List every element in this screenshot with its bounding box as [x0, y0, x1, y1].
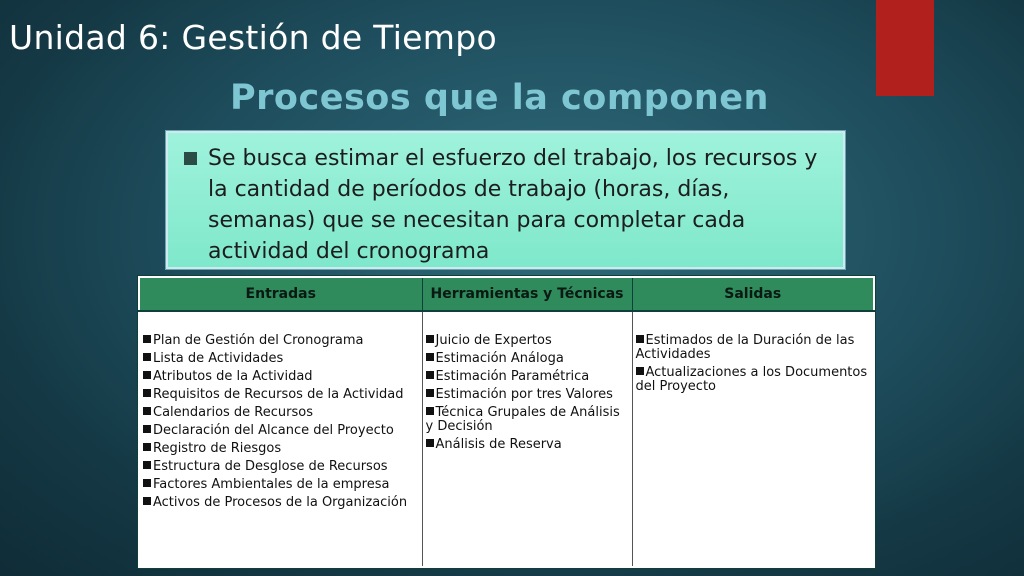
- square-bullet-icon: [184, 152, 197, 165]
- square-bullet-icon: [426, 371, 434, 379]
- list-item: [636, 334, 874, 362]
- list-item-text: Estructura de Desglose de Recursos: [153, 459, 388, 474]
- herramientas-cell: [422, 311, 632, 567]
- list-item: [143, 460, 422, 474]
- description-callout: [166, 131, 845, 269]
- herramientas-list: [426, 334, 632, 452]
- list-item-text: Estimación Análoga: [435, 351, 564, 366]
- list-item: [143, 424, 422, 438]
- list-item-text: Juicio de Expertos: [435, 333, 552, 348]
- list-item-text: Atributos de la Actividad: [153, 369, 313, 384]
- list-item-text: Activos de Procesos de la Organización: [153, 495, 408, 510]
- list-item-text: Estimados de la Duración de las Actividades: [635, 333, 855, 362]
- header-salidas: Salidas: [632, 277, 874, 311]
- list-item: [143, 334, 422, 348]
- list-item-text: Estimación Paramétrica: [435, 369, 590, 384]
- square-bullet-icon: [426, 439, 434, 447]
- square-bullet-icon: [143, 371, 151, 379]
- slide-title: Unidad 6: Gestión de Tiempo: [9, 18, 497, 57]
- square-bullet-icon: [143, 389, 151, 397]
- salidas-cell: [632, 311, 874, 567]
- list-item: [143, 478, 422, 492]
- list-item-text: Análisis de Reserva: [435, 437, 562, 452]
- list-item-text: Estimación por tres Valores: [435, 387, 613, 402]
- callout-text: Se busca estimar el esfuerzo del trabajo, los recursos y la cantidad de períodos de trabajo (horas, días, semanas) que se necesitan para completar cada actividad del cronograma: [208, 146, 818, 264]
- slide-subtitle: Procesos que la componen: [230, 78, 769, 118]
- red-accent-tab: [876, 0, 934, 96]
- header-herramientas: Herramientas y Técnicas: [422, 277, 632, 311]
- list-item-text: Calendarios de Recursos: [153, 405, 313, 420]
- list-item: [426, 388, 632, 402]
- square-bullet-icon: [143, 353, 151, 361]
- header-entradas: Entradas: [139, 277, 422, 311]
- salidas-list: [636, 334, 874, 394]
- list-item-text: Registro de Riesgos: [153, 441, 282, 456]
- process-table: [138, 276, 875, 568]
- square-bullet-icon: [426, 353, 434, 361]
- list-item-text: Lista de Actividades: [153, 351, 284, 366]
- list-item: [426, 406, 632, 434]
- list-item-text: Declaración del Alcance del Proyecto: [153, 423, 394, 438]
- list-item: [143, 370, 422, 384]
- list-item-text: Factores Ambientales de la empresa: [153, 477, 390, 492]
- list-item-text: Actualizaciones a los Documentos del Proyecto: [635, 365, 868, 394]
- square-bullet-icon: [143, 425, 151, 433]
- table-header-row: [139, 277, 874, 311]
- table-row: [139, 311, 874, 567]
- square-bullet-icon: [426, 389, 434, 397]
- list-item-text: Requisitos de Recursos de la Actividad: [153, 387, 404, 402]
- list-item: [143, 352, 422, 366]
- square-bullet-icon: [636, 367, 644, 375]
- list-item: [426, 438, 632, 452]
- list-item: [143, 442, 422, 456]
- list-item: [636, 366, 874, 394]
- list-item: [143, 406, 422, 420]
- square-bullet-icon: [143, 461, 151, 469]
- square-bullet-icon: [143, 335, 151, 343]
- square-bullet-icon: [636, 335, 644, 343]
- list-item: [143, 388, 422, 402]
- list-item-text: Plan de Gestión del Cronograma: [153, 333, 364, 348]
- square-bullet-icon: [143, 407, 151, 415]
- list-item: [426, 334, 632, 348]
- square-bullet-icon: [143, 497, 151, 505]
- entradas-cell: [139, 311, 422, 567]
- square-bullet-icon: [143, 479, 151, 487]
- square-bullet-icon: [426, 335, 434, 343]
- list-item-text: Técnica Grupales de Análisis y Decisión: [425, 405, 620, 434]
- list-item: [426, 370, 632, 384]
- square-bullet-icon: [426, 407, 434, 415]
- entradas-list: [143, 334, 422, 510]
- list-item: [143, 496, 422, 510]
- list-item: [426, 352, 632, 366]
- square-bullet-icon: [143, 443, 151, 451]
